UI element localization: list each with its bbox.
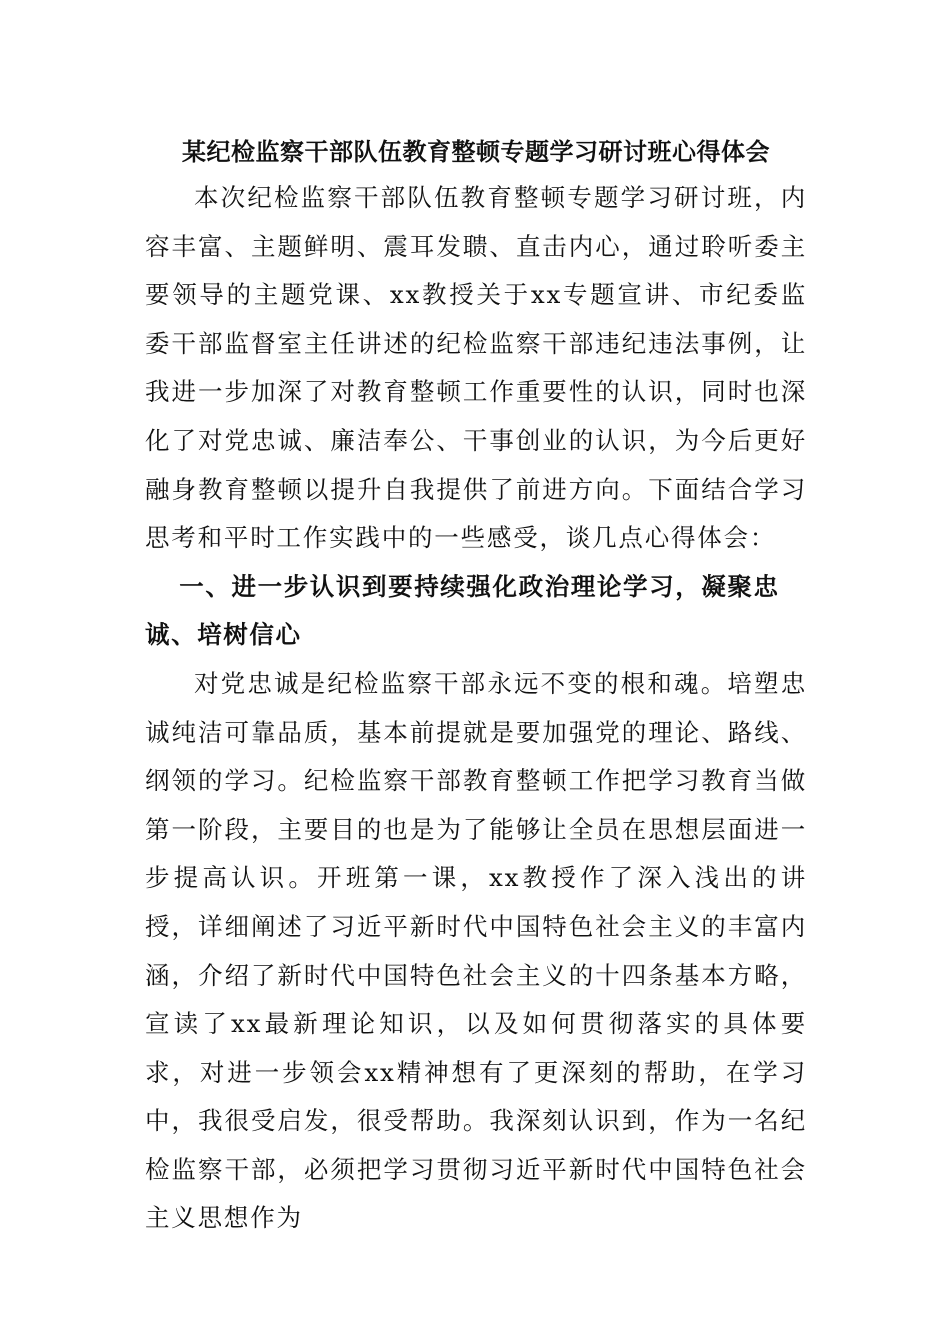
intro-paragraph: 本次纪检监察干部队伍教育整顿专题学习研讨班，内容丰富、主题鲜明、震耳发聩、直击内心，通过聆听委主要领导的主题党课、xx教授关于xx专题宣讲、市纪委监委干部监督室主任讲述的纪检监察干部违纪违法事例，让我进一步加深了对教育整顿工作重要性的认识，同时也深化了对党忠诚、廉洁奉公、干事创业的认识，为今后更好融身教育整顿以提升自我提供了前进方向。下面结合学习思考和平时工作实践中的一些感受，谈几点心得体会：: [145, 183, 807, 553]
document-title: 某纪检监察干部队伍教育整顿专题学习研讨班心得体会: [182, 138, 770, 166]
section-heading-1: 一、进一步认识到要持续强化政治理论学习，凝聚忠诚、培树信心: [145, 571, 780, 650]
document-body: [145, 130, 807, 1243]
section-paragraph-1: 对党忠诚是纪检监察干部永远不变的根和魂。培塑忠诚纯洁可靠品质，基本前提就是要加强党的理论、路线、纲领的学习。纪检监察干部教育整顿工作把学习教育当做第一阶段，主要目的也是为了能够让全员在思想层面进一步提高认识。开班第一课，xx教授作了深入浅出的讲授，详细阐述了习近平新时代中国特色社会主义的丰富内涵，介绍了新时代中国特色社会主义的十四条基本方略，宣读了xx最新理论知识，以及如何贯彻落实的具体要求，对进一步领会xx精神想有了更深刻的帮助，在学习中，我很受启发，很受帮助。我深刻认识到，作为一名纪检监察干部，必须把学习贯彻习近平新时代中国特色社会主义思想作为: [145, 668, 807, 1233]
